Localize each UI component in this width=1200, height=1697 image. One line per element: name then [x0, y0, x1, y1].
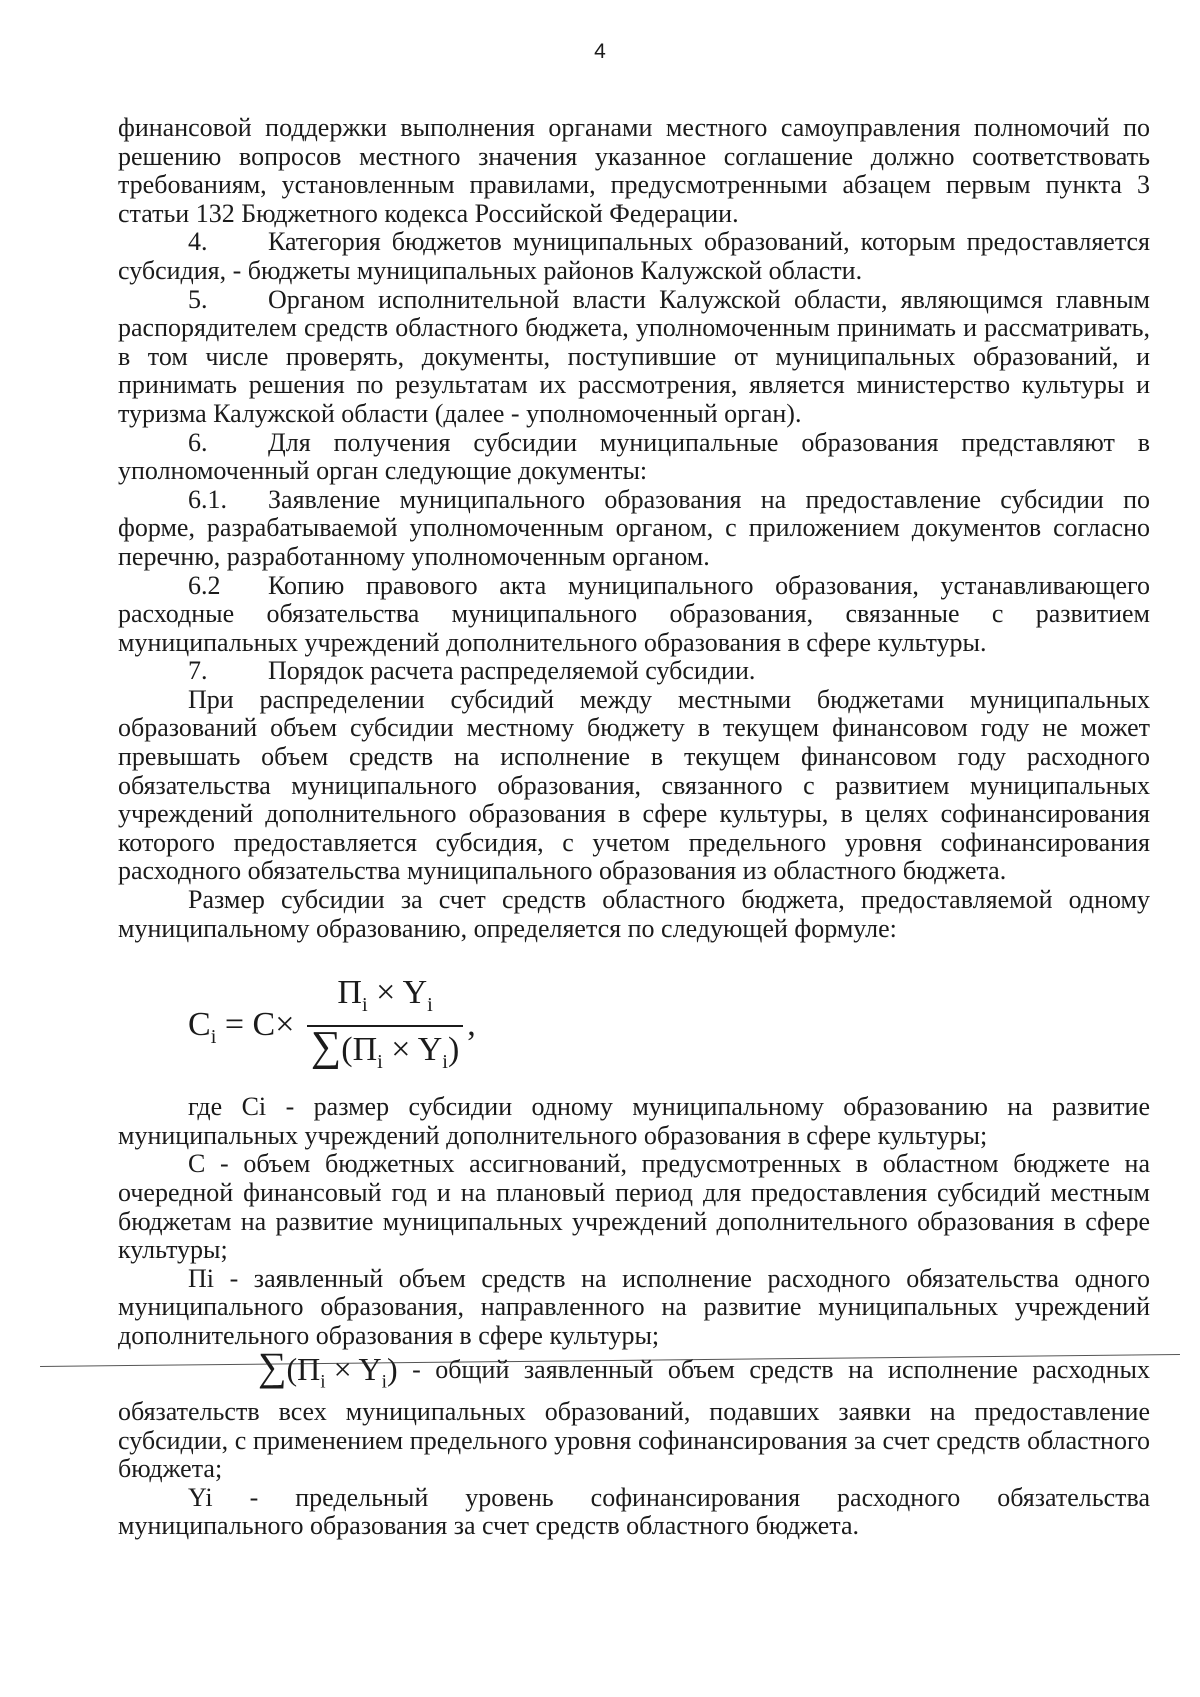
- formula-numerator: [307, 973, 463, 1027]
- subsidy-formula: [188, 973, 476, 1082]
- inline-p: П: [297, 1350, 321, 1387]
- paragraph-continuation: финансовой поддержки выполнения органами местного самоуправления полномочий по решению вопросов местного значения указанное соглашение должно соответствовать требованиям, установленным правилами, предусмотренными абзацем первым пункта 3 статьи 132 Бюджетного кодекса Российской Федерации.: [118, 113, 1150, 228]
- paragraph-number: 6.: [188, 427, 208, 457]
- definition-pi: Пi - заявленный объем средств на исполнение расходного обязательства одного муниципального образования, направленного на развитие муниципальных учреждений дополнительного образования в сфере культуры;: [118, 1263, 1150, 1350]
- sigma-symbol: ∑: [258, 1343, 287, 1389]
- formula-lhs: C: [188, 1006, 211, 1044]
- paragraph-number: 5.: [188, 284, 208, 314]
- inline-p-sub: i: [320, 1370, 326, 1392]
- paragraph-text: Порядок расчета распределяемой субсидии.: [268, 656, 756, 686]
- paragraph-4: [118, 228, 1150, 285]
- formula-denominator: [307, 1023, 463, 1082]
- numerator-p: П: [337, 974, 362, 1012]
- inline-times: ×: [333, 1350, 352, 1387]
- numerator-y-sub: i: [427, 994, 433, 1017]
- inline-close: ): [386, 1350, 398, 1387]
- sigma-symbol: ∑: [310, 1023, 342, 1071]
- subsidy-formula-block: [118, 943, 1150, 1093]
- denominator-p-sub: i: [377, 1050, 383, 1073]
- formula-equals: =: [224, 1006, 245, 1044]
- page-number: 4: [594, 40, 606, 63]
- formula-c: C: [252, 1006, 276, 1044]
- paragraph-text: Для получения субсидии муниципальные образования представляют в уполномоченный орган следующие документы:: [118, 427, 1150, 486]
- paragraph-text: Категория бюджетов муниципальных образований, которым предоставляется субсидия, - бюджеты муниципальных районов Калужской области.: [118, 227, 1150, 285]
- paragraph-formula-intro: Размер субсидии за счет средств областного бюджета, предоставляемой одному муниципальному образованию, определяется по следующей формуле:: [118, 885, 1150, 943]
- denominator-open: (: [341, 1031, 353, 1069]
- paragraph-5: [118, 286, 1150, 429]
- numerator-times: ×: [376, 974, 396, 1012]
- definition-sum-text: - общий заявленный объем средств на исполнение расходных обязательств всех муниципальных образований, подавших заявки на предоставление субсидии, с применением предельного уровня софинансирования за счет средств областного бюджета;: [118, 1354, 1151, 1484]
- denominator-y-sub: i: [442, 1050, 448, 1073]
- definition-c: С - объем бюджетных ассигнований, предусмотренных в областном бюджете на очередной финансовый год и на плановый период для предоставления субсидий местным бюджетам на развитие муниципальных учреждений дополнительного образования в сфере культуры;: [118, 1149, 1150, 1265]
- denominator-p: П: [352, 1031, 378, 1069]
- definition-yi: Yi - предельный уровень софинансирования расходного обязательства муниципального образования за счет средств областного бюджета.: [118, 1482, 1150, 1541]
- paragraph-6-1: [118, 486, 1150, 572]
- inline-open: (: [286, 1350, 298, 1387]
- paragraph-6-2: [118, 572, 1150, 658]
- inline-y: Y: [358, 1350, 382, 1387]
- paragraph-6: [118, 429, 1150, 486]
- inline-y-sub: i: [381, 1370, 387, 1392]
- paragraph-distribution: При распределении субсидий между местными бюджетами муниципальных образований объем субсидии местному бюджету в текущем финансовом году не может превышать объем средств на исполнение в текущем финансовом году расходного обязательства муниципального образования, связанного с развитием муниципальных учреждений дополнительного образования в сфере культуры, в целях софинансирования которого предоставляется субсидия, с учетом предельного уровня софинансирования расходного обязательства муниципального образования из областного бюджета.: [118, 684, 1150, 886]
- paragraph-text: Органом исполнительной власти Калужской области, являющимся главным распорядителем средств областного бюджета, уполномоченным принимать и рассматривать, в том числе проверять, документы, поступившие от муниципальных образований, и принимать решения по результатам их рассмотрения, является министерство культуры и туризма Калужской области (далее - уполномоченный орган).: [118, 284, 1150, 428]
- paragraph-number: 6.2: [188, 570, 221, 600]
- paragraph-number: 6.1.: [188, 484, 227, 514]
- numerator-p-sub: i: [361, 994, 368, 1017]
- document-body: [118, 114, 1150, 1541]
- formula-lhs-sub: i: [210, 1026, 217, 1049]
- formula-fraction: [307, 973, 463, 1082]
- paragraph-text: Копию правового акта муниципального образования, устанавливающего расходные обязательства муниципального образования, связанные с развитием муниципальных учреждений дополнительного образования в сфере культуры.: [118, 570, 1150, 657]
- paragraph-text: Заявление муниципального образования на предоставление субсидии по форме, разрабатываемой уполномоченным органом, с приложением документов согласно перечню, разработанному уполномоченным органом.: [118, 484, 1150, 571]
- formula-times: ×: [275, 1006, 295, 1044]
- formula-trailing-comma: ,: [467, 1006, 476, 1044]
- denominator-times: ×: [391, 1031, 411, 1069]
- definition-ci: где Ci - размер субсидии одному муниципальному образованию на развитие муниципальных учреждений дополнительного образования в сфере культуры;: [118, 1092, 1150, 1150]
- paragraph-number: 7.: [188, 656, 208, 686]
- sum-formula-inline: [188, 1343, 398, 1398]
- denominator-close: ): [447, 1031, 460, 1069]
- definition-sum: [118, 1343, 1151, 1484]
- paragraph-number: 4.: [188, 227, 208, 257]
- denominator-y: Y: [417, 1031, 443, 1069]
- numerator-y: Y: [402, 974, 428, 1012]
- paragraph-7: [118, 657, 1150, 686]
